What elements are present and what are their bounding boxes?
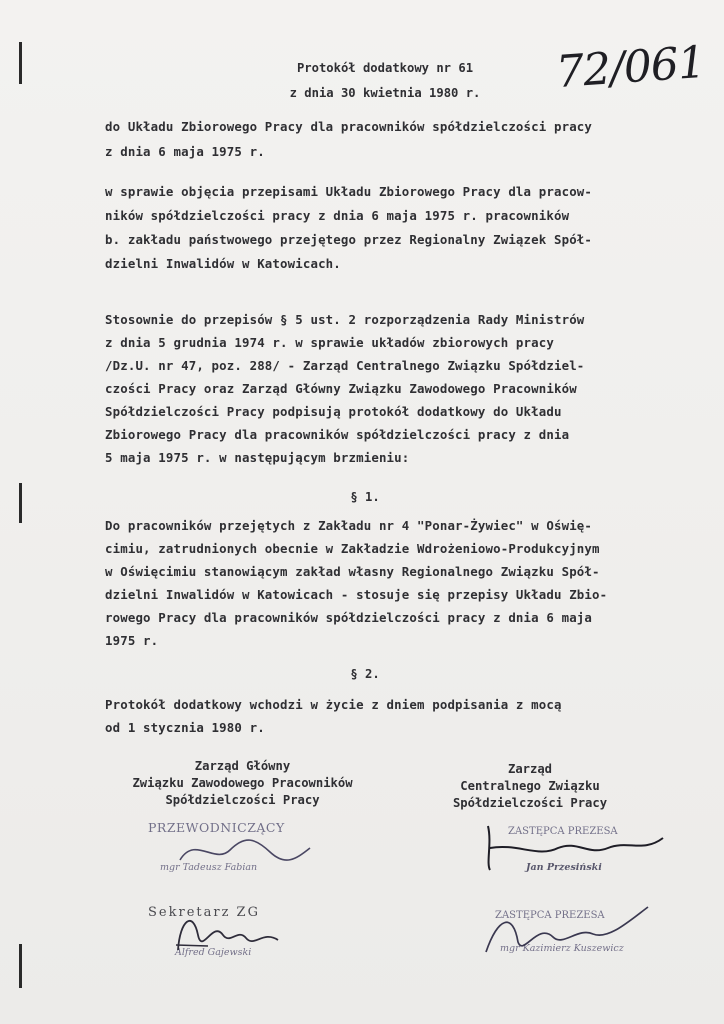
document-date: z dnia 30 kwietnia 1980 r. [289, 86, 481, 100]
preamble-line: czości Pracy oraz Zarząd Główny Związku Zawodowego Pracowników [105, 381, 577, 396]
section-2-heading: § 2. [350, 667, 380, 681]
subject-line: ników spółdzielczości pracy z dnia 6 maja 1975 r. pracowników [105, 208, 570, 223]
right-signature-2 [478, 902, 658, 962]
preamble-line: Stosownie do przepisów § 5 ust. 2 rozporządzenia Rady Ministrów [105, 312, 585, 327]
section-1-line: Do pracowników przejętych z Zakładu nr 4 "Ponar-Żywiec" w Oświę- [105, 518, 593, 533]
section-1-line: dzielni Inwalidów w Katowicach - stosuje się przepisy Układu Zbio- [105, 587, 608, 602]
section-1-line: cimiu, zatrudnionych obecnie w Zakładzie Wdrożeniowo-Produkcyjnym [105, 541, 600, 556]
right-signatory-line: Centralnego Związku [460, 779, 600, 793]
right-stamp-1-name: Jan Przesiński [526, 862, 602, 873]
handwritten-document-number: 72/061 [554, 36, 707, 99]
section-1-line: rowego Pracy dla pracowników spółdzielczości pracy z dnia 6 maja [105, 610, 593, 625]
margin-mark-top [19, 42, 22, 84]
preamble-line: 5 maja 1975 r. w następującym brzmieniu: [105, 450, 410, 465]
document-title: Protokół dodatkowy nr 61 [296, 61, 474, 75]
left-stamp-chairman-name: mgr Tadeusz Fabian [160, 862, 258, 873]
left-signatory-line: Związku Zawodowego Pracowników [132, 776, 353, 790]
right-signatory-line: Zarząd [507, 762, 553, 776]
left-signature-2 [168, 900, 298, 960]
section-1-line: w Oświęcimiu stanowiącym zakład własny Regionalnego Związku Spół- [105, 564, 600, 579]
left-stamp-secretary-name: Alfred Gajewski [175, 947, 252, 958]
reference-line: do Układu Zbiorowego Pracy dla pracowników spółdzielczości pracy [105, 119, 593, 134]
margin-mark-bottom [19, 944, 22, 988]
left-signature-1 [175, 830, 315, 870]
subject-line: b. zakładu państwowego przejętego przez Regionalny Związek Spół- [105, 232, 593, 247]
right-stamp-2-title: ZASTĘPCA PREZESA [495, 910, 605, 921]
right-stamp-1-title: ZASTĘPCA PREZESA [508, 826, 618, 837]
left-signatory-line: Spółdzielczości Pracy [165, 793, 320, 807]
left-stamp-chairman-title: PRZEWODNICZĄCY [148, 820, 285, 835]
section-2-line: od 1 stycznia 1980 r. [105, 720, 265, 735]
section-2-line: Protokół dodatkowy wchodzi w życie z dniem podpisania z mocą [105, 697, 562, 712]
subject-line: dzielni Inwalidów w Katowicach. [105, 256, 341, 271]
section-1-heading: § 1. [350, 490, 380, 504]
preamble-line: z dnia 5 grudnia 1974 r. w sprawie układów zbiorowych pracy [105, 335, 554, 350]
section-1-line: 1975 r. [105, 633, 159, 648]
preamble-line: Zbiorowego Pracy dla pracowników spółdzielczości pracy z dnia [105, 427, 570, 442]
right-stamp-2-name: mgr Kazimierz Kuszewicz [500, 943, 624, 954]
subject-line: w sprawie objęcia przepisami Układu Zbiorowego Pracy dla pracow- [105, 184, 593, 199]
right-signatory-line: Spółdzielczości Pracy [452, 796, 608, 810]
margin-mark-middle [19, 483, 22, 523]
reference-line: z dnia 6 maja 1975 r. [105, 144, 265, 159]
left-stamp-secretary-title: Sekretarz ZG [148, 905, 260, 920]
preamble-line: /Dz.U. nr 47, poz. 288/ - Zarząd Centralnego Związku Spółdziel- [105, 358, 585, 373]
preamble-line: Spółdzielczości Pracy podpisują protokół dodatkowy do Układu [105, 404, 562, 419]
right-signature-1 [478, 818, 678, 878]
left-signatory-line: Zarząd Główny [194, 759, 291, 773]
